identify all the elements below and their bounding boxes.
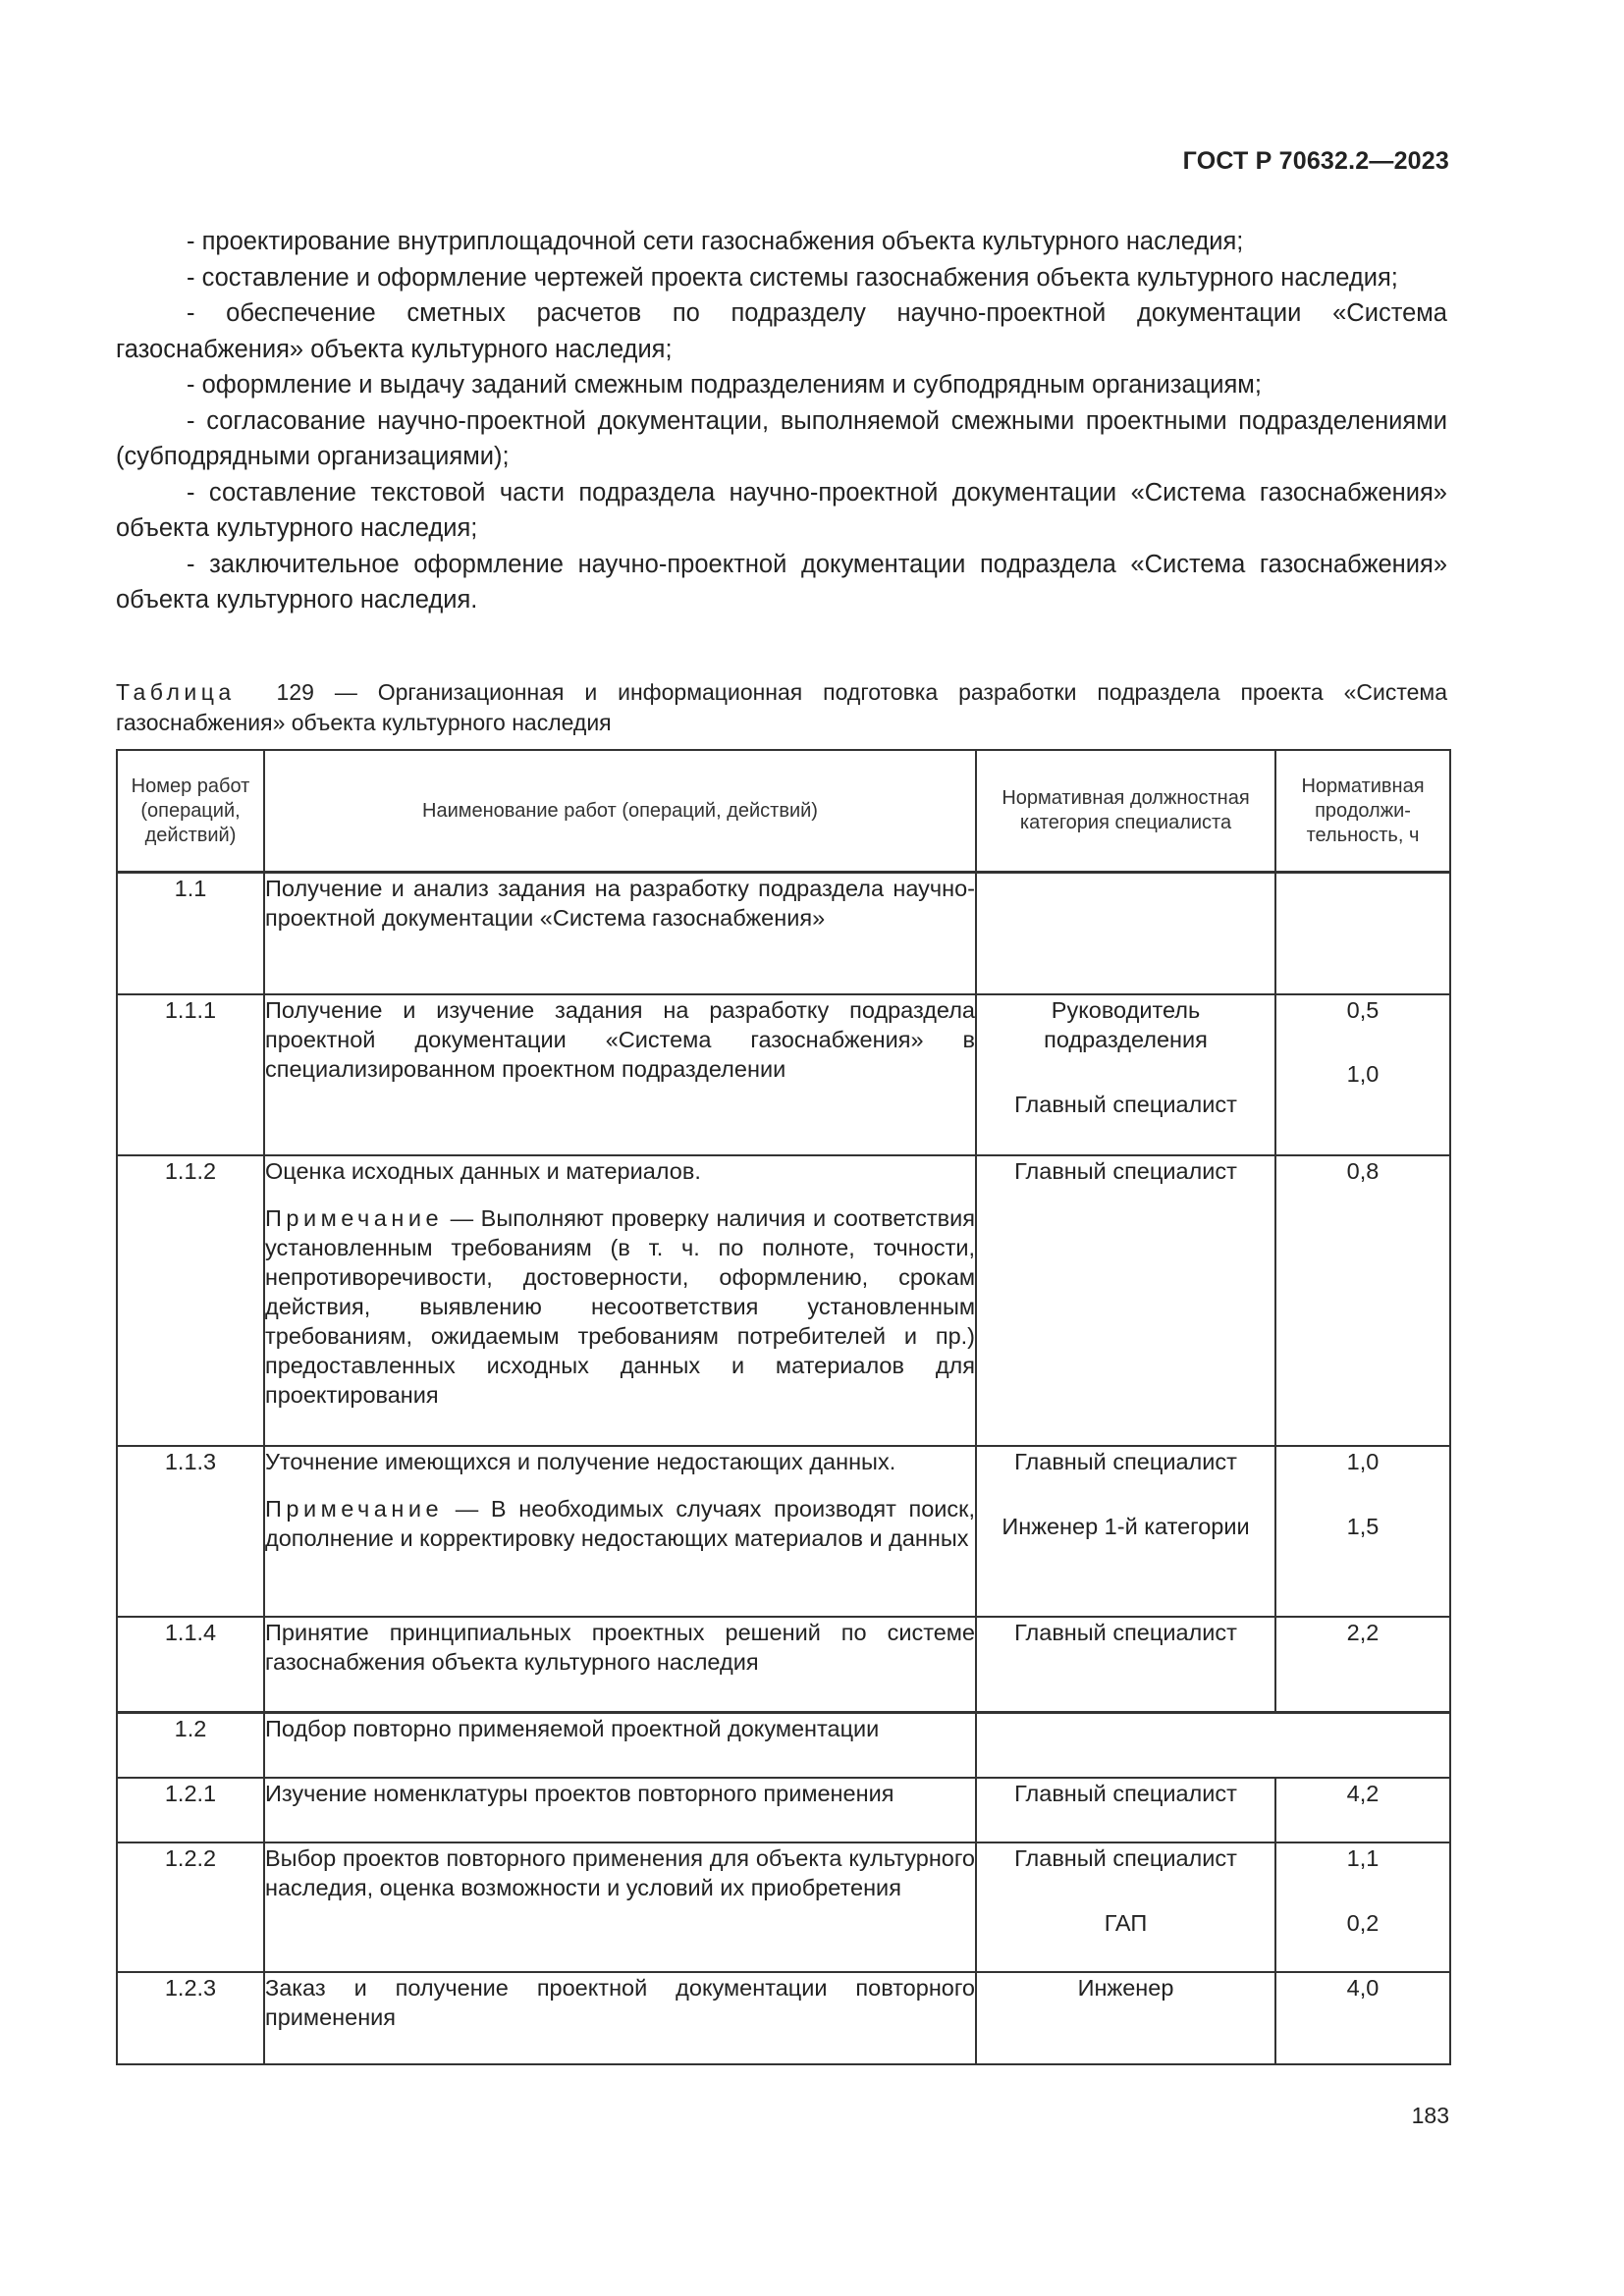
role-label: Главный специалист <box>1014 1780 1237 1806</box>
table-row <box>117 1972 1450 2064</box>
row-name-text: Изучение номенклатуры проектов повторного применения <box>265 1780 894 1806</box>
duration-value: 2,2 <box>1346 1619 1380 1645</box>
row-number: 1.1.3 <box>117 1446 264 1617</box>
row-category <box>976 1713 1450 1778</box>
table-row <box>117 1446 1450 1617</box>
row-name <box>264 1842 976 1972</box>
duration-value: 0,2 <box>1346 1909 1380 1936</box>
row-number: 1.2.3 <box>117 1972 264 2064</box>
row-note <box>265 1494 975 1553</box>
row-name <box>264 873 976 994</box>
table-row <box>117 1842 1450 1972</box>
table-row <box>117 1778 1450 1842</box>
header-name: Наименование работ (операций, действий) <box>264 750 976 873</box>
row-note <box>265 1203 975 1410</box>
row-category <box>976 1155 1275 1446</box>
list-item: - заключительное оформление научно-проектной документации подраздела «Система газоснабжения» объекта культурного наследия. <box>116 550 1447 614</box>
row-number: 1.1 <box>117 873 264 994</box>
table-header-row <box>117 750 1450 873</box>
row-name <box>264 1617 976 1713</box>
row-number: 1.2 <box>117 1713 264 1778</box>
row-number: 1.1.1 <box>117 994 264 1155</box>
table-row <box>117 1617 1450 1713</box>
role-label: Главный специалист <box>1014 1157 1237 1184</box>
header-category: Нормативная должностная категория специалиста <box>976 750 1275 873</box>
duration-value: 0,5 <box>1346 996 1380 1023</box>
table-row <box>117 873 1450 994</box>
duration-value: 0,8 <box>1346 1157 1380 1184</box>
header-duration: Нормативная продолжи-тельность, ч <box>1275 750 1450 873</box>
row-name <box>264 1713 976 1778</box>
row-number: 1.2.1 <box>117 1778 264 1842</box>
row-name <box>264 1778 976 1842</box>
header-number: Номер работ (операций, действий) <box>117 750 264 873</box>
role-label: Инженер 1-й категории <box>1001 1513 1250 1539</box>
row-name-text: Уточнение имеющихся и получение недостающих данных. <box>265 1448 896 1474</box>
row-duration <box>1275 1842 1450 1972</box>
duration-value: 1,1 <box>1346 1844 1380 1871</box>
row-number: 1.1.4 <box>117 1617 264 1713</box>
table-row <box>117 1713 1450 1778</box>
row-category <box>976 1617 1275 1713</box>
document-id: ГОСТ Р 70632.2—2023 <box>1182 147 1449 175</box>
duties-list <box>116 224 1447 618</box>
table-caption-label: Таблица <box>116 679 236 705</box>
list-item: - проектирование внутриплощадочной сети газоснабжения объекта культурного наследия; <box>187 228 1244 255</box>
page-number: 183 <box>1411 2103 1449 2128</box>
role-label: ГАП <box>1104 1909 1148 1936</box>
role-label: Руководитель подразделения <box>1044 996 1208 1052</box>
row-name <box>264 994 976 1155</box>
list-item: - составление текстовой части подраздела научно-проектной документации «Система газоснабжения» объекта культурного наследия; <box>116 478 1447 542</box>
role-label: Главный специалист <box>1014 1448 1237 1474</box>
row-duration <box>1275 1972 1450 2064</box>
list-item: - обеспечение сметных расчетов по подразделу научно-проектной документации «Система газоснабжения» объекта культурного наследия; <box>116 299 1447 363</box>
duration-value: 4,0 <box>1346 1974 1380 2001</box>
note-label: Примечание <box>265 1495 444 1522</box>
table-caption <box>116 677 1447 738</box>
role-label: Главный специалист <box>1014 1844 1237 1871</box>
row-duration <box>1275 1617 1450 1713</box>
role-label: Главный специалист <box>1014 1091 1237 1117</box>
row-category <box>976 994 1275 1155</box>
row-duration <box>1275 994 1450 1155</box>
duration-value: 1,5 <box>1346 1513 1380 1539</box>
role-label: Инженер <box>1077 1974 1174 2001</box>
row-category <box>976 873 1275 994</box>
row-name-text: Подбор повторно применяемой проектной документации <box>265 1716 880 1741</box>
note-label: Примечание <box>265 1204 444 1231</box>
duration-value: 4,2 <box>1346 1780 1380 1806</box>
row-category <box>976 1972 1275 2064</box>
duration-value: 1,0 <box>1346 1060 1380 1087</box>
table-row <box>117 1155 1450 1446</box>
row-duration <box>1275 1155 1450 1446</box>
row-name-text: Принятие принципиальных проектных решений по системе газоснабжения объекта культурного наследия <box>265 1619 975 1675</box>
row-name-text: Заказ и получение проектной документации повторного применения <box>265 1974 975 2030</box>
table-caption-text: 129 — Организационная и информационная подготовка разработки подраздела проекта «Система газоснабжения» объекта культурного наследия <box>116 679 1448 735</box>
row-name <box>264 1446 976 1617</box>
row-duration <box>1275 1778 1450 1842</box>
note-text: — Выполняют проверку наличия и соответствия установленным требованиям (в т. ч. по полноте, точности, непротиворечивости, достоверности, оформлению, срокам действия, выявлению несоответствия установленным требованиям, ожидаемым требованиям потребителей и пр.) предоставленных исходных данных и материалов для проектирования <box>265 1204 975 1408</box>
row-name <box>264 1155 976 1446</box>
role-label: Главный специалист <box>1014 1619 1237 1645</box>
row-name-text: Оценка исходных данных и материалов. <box>265 1157 701 1184</box>
row-name <box>264 1972 976 2064</box>
row-number: 1.1.2 <box>117 1155 264 1446</box>
row-category <box>976 1842 1275 1972</box>
list-item: - согласование научно-проектной документации, выполняемой смежными проектными подразделениями (субподрядными организациями); <box>116 406 1447 470</box>
list-item: - составление и оформление чертежей проекта системы газоснабжения объекта культурного наследия; <box>187 263 1398 292</box>
row-duration <box>1275 1446 1450 1617</box>
row-number: 1.2.2 <box>117 1842 264 1972</box>
row-name-text: Получение и анализ задания на разработку подраздела научно-проектной документации «Система газоснабжения» <box>265 876 975 931</box>
row-name-text: Получение и изучение задания на разработку подраздела проектной документации «Система газоснабжения» в специализированном проектном подразделении <box>265 996 975 1082</box>
row-category <box>976 1778 1275 1842</box>
table-row <box>117 994 1450 1155</box>
list-item: - оформление и выдачу заданий смежным подразделениям и субподрядным организациям; <box>187 371 1262 399</box>
duration-value: 1,0 <box>1346 1448 1380 1474</box>
row-category <box>976 1446 1275 1617</box>
row-duration <box>1275 873 1450 994</box>
work-table <box>116 749 1451 2065</box>
note-text: — В необходимых случаях производят поиск, дополнение и корректировку недостающих материалов и данных <box>265 1495 975 1551</box>
row-name-text: Выбор проектов повторного применения для объекта культурного наследия, оценка возможности и условий их приобретения <box>265 1844 975 1900</box>
